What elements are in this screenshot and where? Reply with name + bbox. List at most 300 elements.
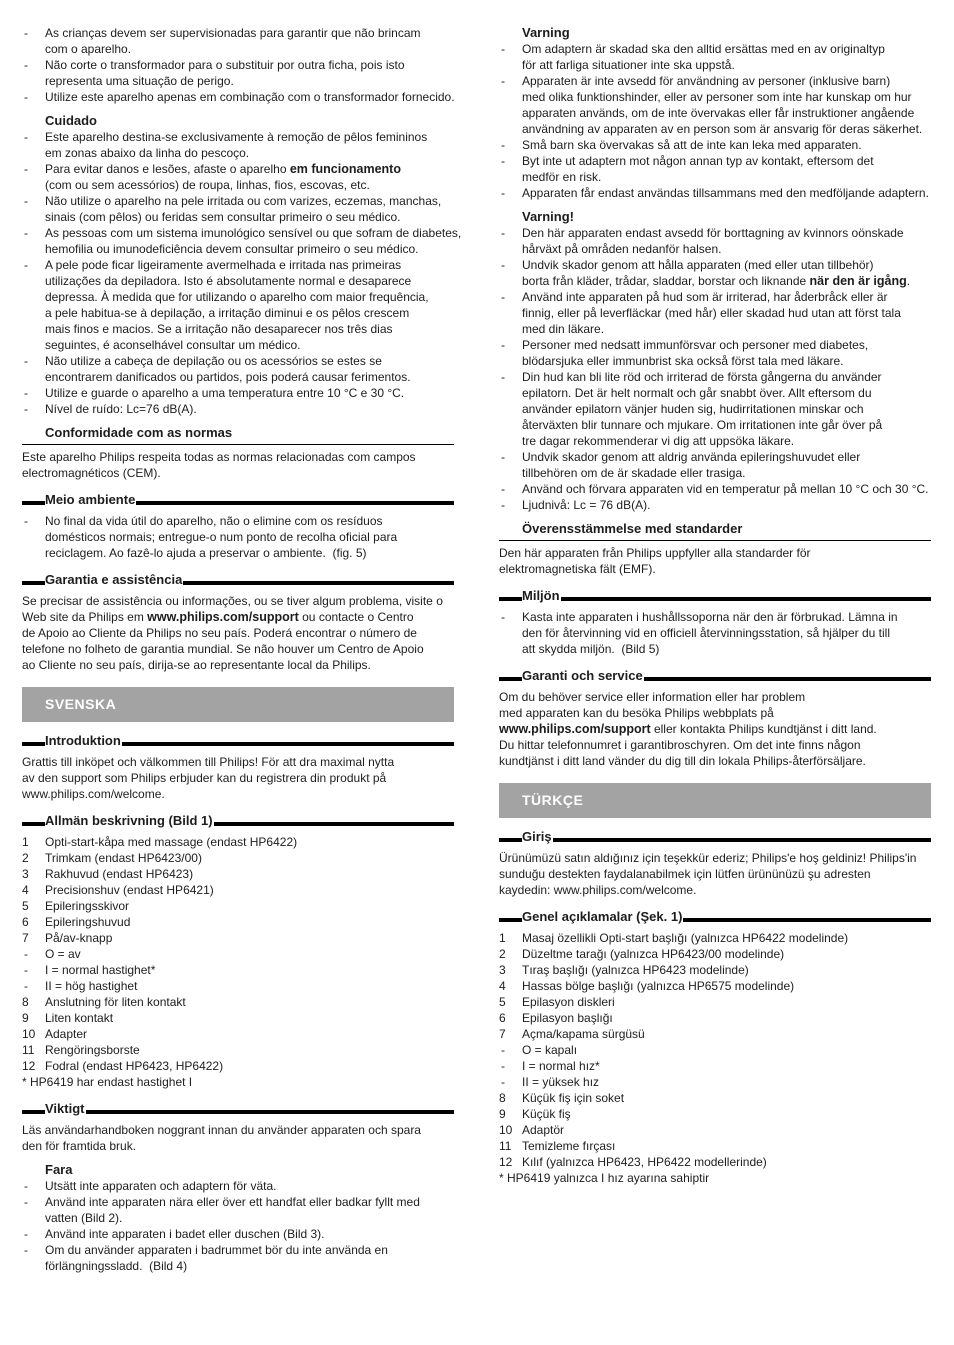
text-line: I = normal hız* (522, 1059, 600, 1073)
text-line: Små barn ska övervakas så att de inte kan leka med apparaten. (522, 138, 862, 152)
bullet-list (499, 609, 931, 657)
text-line: Não utilize o aparelho na pele irritada ou com varizes, eczemas, manchas, (45, 194, 442, 208)
list-item (22, 161, 454, 193)
list-item (22, 882, 454, 898)
list-item (22, 129, 454, 161)
list-item (499, 930, 931, 946)
text-line: med apparaten kan du besöka Philips webbplats på (499, 706, 774, 720)
list-marker: 12 (499, 1155, 513, 1169)
list-item (22, 834, 454, 850)
text-line: Om du behöver service eller information eller har problem (499, 690, 806, 704)
text-line: att skydda miljön. (Bild 5) (522, 642, 660, 656)
text-line: Adaptör (522, 1123, 565, 1137)
section-heading-text: Miljön (522, 588, 560, 603)
list-item (499, 225, 931, 257)
text-line (499, 721, 931, 737)
text-line: för att farliga situationer inte ska uppstå. (522, 58, 735, 72)
text-line: a pele habitua-se à depilação, a irritação diminui e os pêlos crescem (45, 306, 410, 320)
section-heading-text: Garantia e assistência (45, 572, 183, 587)
list-item (499, 153, 931, 185)
bullet-list (22, 1178, 454, 1274)
text-line: Använd inte apparaten på hud som är irriterad, har åderbråck eller är (522, 290, 888, 304)
text-line: Använd och förvara apparaten vid en temperatur på mellan 10 °C och 30 °C. (522, 482, 929, 496)
text-line: Den här apparaten från Philips uppfyller alla standarder för (499, 546, 811, 560)
list-marker: 9 (499, 1107, 506, 1121)
list-marker: - (501, 226, 505, 240)
list-item (22, 1042, 454, 1058)
text-line: Läs användarhandboken noggrant innan du använder apparaten och spara (22, 1123, 421, 1137)
list-marker: - (24, 1243, 28, 1257)
section-heading (22, 572, 454, 588)
list-item (499, 1106, 931, 1122)
bullet-list (22, 129, 462, 417)
bullet-list (499, 41, 931, 201)
list-item (499, 962, 931, 978)
list-marker: - (24, 194, 28, 208)
section-heading (22, 733, 454, 749)
text-line: apparaten används, om de inte övervakas eller får instruktioner angående (522, 106, 915, 120)
text-line: Liten kontakt (45, 1011, 114, 1025)
list-item (499, 1026, 931, 1042)
paragraph (22, 593, 454, 673)
list-marker: - (501, 1043, 505, 1057)
paragraph (22, 1122, 454, 1154)
text-line: Om adaptern är skadad ska den alltid ersättas med en av originaltyp (522, 42, 885, 56)
list-marker: - (24, 514, 28, 528)
list-item (499, 185, 931, 201)
text-line (45, 161, 454, 177)
list-marker: 4 (22, 883, 29, 897)
list-item (22, 994, 454, 1010)
section-heading-text: Allmän beskrivning (Bild 1) (45, 813, 213, 828)
list-marker: 10 (499, 1123, 513, 1137)
list-marker: - (24, 258, 28, 272)
section-heading-text: Giriş (522, 829, 552, 844)
section-heading-text: Viktigt (45, 1101, 85, 1116)
text-line: Kasta inte apparaten i hushållssoporna när den är förbrukad. Lämna in (522, 610, 898, 624)
text-line: sinais (com pêlos) ou feridas sem consultar primeiro o seu médico. (45, 210, 401, 224)
list-marker: 5 (499, 995, 506, 1009)
text-line: Utsätt inte apparaten och adaptern för väta. (45, 1179, 277, 1193)
list-marker: - (501, 1075, 505, 1089)
text-line: tillbehören om de är skadade eller trasiga. (522, 466, 746, 480)
paragraph (22, 754, 454, 802)
list-marker: 5 (22, 899, 29, 913)
language-banner (22, 687, 454, 722)
heading-bar-right (561, 597, 931, 601)
text-line: Hassas bölge başlığı (yalnızca HP6575 modelinde) (522, 979, 795, 993)
text-line: Personer med nedsatt immunförsvar och personer med diabetes, (522, 338, 869, 352)
list-marker: 8 (499, 1091, 506, 1105)
text-line: Se precisar de assistência ou informações, ou se tiver algum problema, visite o (22, 594, 443, 608)
list-marker: - (24, 1195, 28, 1209)
list-item (499, 41, 931, 73)
heading-bar-left (22, 501, 45, 505)
text-run: Para evitar danos e lesões, afaste o aparelho (45, 162, 290, 176)
list-marker: 7 (22, 931, 29, 945)
list-marker: - (501, 498, 505, 512)
list-item (499, 1058, 931, 1074)
text-line: reciclagem. Ao fazê-lo ajuda a preservar o ambiente. (fig. 5) (45, 546, 367, 560)
list-marker: 7 (499, 1027, 506, 1041)
text-line: elektromagnetiska fält (EMF). (499, 562, 656, 576)
text-line: de Apoio ao Cliente da Philips no seu país. Poderá encontrar o número de (22, 626, 417, 640)
heading-bar-right (86, 1110, 455, 1114)
text-line: seguintes, é aconselhável consultar um médico. (45, 338, 301, 352)
list-marker: - (24, 354, 28, 368)
text-line: Använd inte apparaten i badet eller duschen (Bild 3). (45, 1227, 325, 1241)
list-item (22, 513, 454, 561)
text-line: Este aparelho Philips respeita todas as normas relacionadas com campos (22, 450, 416, 464)
heading-bar-left (499, 677, 522, 681)
text-line: Din hud kan bli lite röd och irriterad de första gångerna du använder (522, 370, 882, 384)
section-heading (499, 829, 931, 845)
list-marker: - (24, 402, 28, 416)
text-line: Küçük fiş için soket (522, 1091, 625, 1105)
list-item (22, 962, 454, 978)
list-item (499, 1138, 931, 1154)
section-heading (499, 668, 931, 684)
bold-text: em funcionamento (289, 162, 401, 176)
language-banner-text: TÜRKÇE (522, 792, 584, 808)
text-line: As crianças devem ser supervisionadas para garantir que não brincam (45, 26, 421, 40)
text-line: med olika funktionshinder, eller av personer som inte har kunskap om hur (522, 90, 912, 104)
list-item (22, 353, 454, 385)
support-url: www.philips.com/support (147, 610, 299, 624)
text-line: Apparaten får endast användas tillsammans med den medföljande adaptern. (522, 186, 929, 200)
text-line: Anslutning för liten kontakt (45, 995, 186, 1009)
text-line: representa uma situação de perigo. (45, 74, 234, 88)
list-marker: - (501, 154, 505, 168)
text-line: användning av apparaten av en person som är ansvarig för deras säkerhet. (522, 122, 923, 136)
list-marker: - (24, 90, 28, 104)
list-marker: - (501, 610, 505, 624)
text-line: Kılıf (yalnızca HP6423, HP6422 modellerinde) (522, 1155, 767, 1169)
list-marker: 11 (499, 1139, 512, 1153)
text-line: Epilasyon başlığı (522, 1011, 613, 1025)
text-line: Este aparelho destina-se exclusivamente à remoção de pêlos femininos (45, 130, 428, 144)
text-line: Küçük fiş (522, 1107, 571, 1121)
list-item (499, 337, 931, 369)
text-line: Utilize este aparelho apenas em combinação com o transformador fornecido. (45, 90, 455, 104)
text-line: Fodral (endast HP6423, HP6422) (45, 1059, 224, 1073)
text-line: hårväxt på områden nedanför halsen. (522, 242, 722, 256)
text-line: med din läkare. (522, 322, 605, 336)
text-line: Du hittar telefonnumret i garantibroschyren. Om det inte finns någon (499, 738, 861, 752)
list-item (22, 914, 454, 930)
list-marker: - (24, 226, 28, 240)
list-item (22, 1194, 454, 1226)
list-marker: - (24, 1179, 28, 1193)
text-run: ou contacte o Centro (298, 610, 414, 624)
section-heading (22, 492, 454, 508)
list-item (22, 89, 454, 105)
list-marker: - (501, 370, 505, 384)
section-heading (22, 1101, 454, 1117)
heading-bar-right (136, 501, 454, 505)
text-line: medför en risk. (522, 170, 602, 184)
section-heading (22, 813, 454, 829)
list-item (499, 1122, 931, 1138)
subheading: Varning! (522, 209, 575, 224)
text-line: * HP6419 har endast hastighet I (22, 1075, 193, 1089)
bullet-list (499, 225, 931, 513)
text-line: vatten (Bild 2). (45, 1211, 123, 1225)
list-item (22, 401, 454, 417)
left-column (22, 25, 462, 1274)
list-marker: 1 (22, 835, 29, 849)
list-item (22, 1178, 454, 1194)
list-item (499, 137, 931, 153)
support-url: www.philips.com/support (499, 722, 651, 736)
list-marker: 12 (22, 1059, 36, 1073)
text-line: Rakhuvud (endast HP6423) (45, 867, 194, 881)
paragraph (499, 850, 931, 898)
bold-text: när den är igång (809, 274, 907, 288)
list-marker: - (501, 258, 505, 272)
list-marker: - (24, 58, 28, 72)
text-line: Grattis till inköpet och välkommen till Philips! För att dra maximal nytta (22, 755, 395, 769)
list-item (22, 866, 454, 882)
list-marker: 1 (499, 931, 506, 945)
text-line: encontrarem danificados ou partidos, pois poderá causar ferimentos. (45, 370, 411, 384)
text-line (522, 273, 931, 289)
text-line: ao Cliente no seu país, dirija-se ao representante local da Philips. (22, 658, 371, 672)
list-item (22, 257, 454, 353)
text-line: den för framtida bruk. (22, 1139, 137, 1153)
text-line: sunduğu destekten faydalanabilmek için lütfen ürününüzü şu adresten (499, 867, 871, 881)
text-line: utilizações da depiladora. Isto é absolutamente normal e desaparece (45, 274, 412, 288)
text-line: Använd inte apparaten nära eller över ett handfat eller badkar fyllt med (45, 1195, 420, 1209)
language-banner (499, 783, 931, 818)
list-marker: - (24, 1227, 28, 1241)
text-run: Web site da Philips em (22, 610, 148, 624)
text-line: II = hög hastighet (45, 979, 138, 993)
list-marker: 3 (22, 867, 29, 881)
section-heading-text: Garanti och service (522, 668, 643, 683)
list-item (22, 1226, 454, 1242)
text-line: Não utilize a cabeça de depilação ou os acessórios se estes se (45, 354, 382, 368)
text-line: Epileringsskivor (45, 899, 130, 913)
text-line: hemofilia ou imunodeficiência devem consultar primeiro o seu médico. (45, 242, 419, 256)
paragraph (499, 545, 931, 577)
list-item (22, 898, 454, 914)
text-line: A pele pode ficar ligeiramente avermelhada e irritada nas primeiras (45, 258, 402, 272)
paragraph (499, 689, 931, 769)
text-line: Undvik skador genom att hålla apparaten (med eller utan tillbehör) (522, 258, 874, 272)
text-line: electromagnéticos (CEM). (22, 466, 161, 480)
bullet-list (22, 25, 454, 105)
text-line: Utilize e guarde o aparelho a uma temperatura entre 10 °C e 30 °C. (45, 386, 405, 400)
section-heading-text: Introduktion (45, 733, 121, 748)
list-item (22, 1010, 454, 1026)
text-line: Apparaten är inte avsedd för användning av personer (inklusive barn) (522, 74, 891, 88)
heading-bar-right (553, 838, 931, 842)
text-line: www.philips.com/welcome. (22, 787, 165, 801)
text-line: återväxten blir tunnare och mjukare. Om irritationen inte går över på (522, 418, 883, 432)
list-item (22, 225, 462, 257)
text-line (22, 609, 454, 625)
list-item (22, 25, 454, 57)
list-marker: - (501, 138, 505, 152)
text-line: av den support som Philips erbjuder kan du registrera din produkt på (22, 771, 387, 785)
heading-bar-right (183, 581, 454, 585)
list-marker: 2 (22, 851, 29, 865)
list-item (499, 1074, 931, 1090)
list-marker: - (501, 290, 505, 304)
text-line: com o aparelho. (45, 42, 132, 56)
text-line: Ljudnivå: Lc = 76 dB(A). (522, 498, 651, 512)
numbered-parts-list (499, 930, 931, 1170)
text-line: (com ou sem acessórios) de roupa, linhas, fios, escovas, etc. (45, 178, 370, 192)
list-item (499, 73, 931, 137)
text-line: På/av-knapp (45, 931, 113, 945)
heading-bar-right (214, 822, 454, 826)
text-line: förlängningssladd. (Bild 4) (45, 1259, 188, 1273)
list-item (499, 369, 931, 449)
bullet-list (22, 513, 454, 561)
text-line: O = av (45, 947, 81, 961)
text-line: epilatorn. Det är helt normalt och går snabbt över. Allt eftersom du (522, 386, 872, 400)
list-marker: - (501, 450, 505, 464)
heading-bar-right (644, 677, 931, 681)
text-line: No final da vida útil do aparelho, não o elimine com os resíduos (45, 514, 383, 528)
text-line: Ürünümüzü satın aldığınız için teşekkür ederiz; Philips'e hoş geldiniz! Philips'in (499, 851, 917, 865)
text-line: Byt inte ut adaptern mot någon annan typ av kontakt, eftersom det (522, 154, 874, 168)
text-line: domésticos normais; entregue-o num ponto de recolha oficial para (45, 530, 398, 544)
list-item (22, 385, 454, 401)
list-item (499, 289, 931, 337)
text-line: Den här apparaten endast avsedd för borttagning av kvinnors oönskade (522, 226, 904, 240)
text-line: Masaj özellikli Opti-start başlığı (yalnızca HP6422 modelinde) (522, 931, 849, 945)
list-marker: - (501, 482, 505, 496)
text-line: Opti-start-kåpa med massage (endast HP6422) (45, 835, 298, 849)
list-marker: - (501, 186, 505, 200)
subheading: Varning (522, 25, 570, 40)
list-item (499, 481, 931, 497)
language-banner-text: SVENSKA (45, 696, 117, 712)
list-item (499, 994, 931, 1010)
numbered-parts-list (22, 834, 454, 1074)
list-item (499, 1010, 931, 1026)
list-item (499, 449, 931, 481)
text-line: Tıraş başlığı (yalnızca HP6423 modelinde) (522, 963, 749, 977)
list-item (499, 1090, 931, 1106)
list-marker: - (501, 74, 505, 88)
text-line: Precisionshuv (endast HP6421) (45, 883, 214, 897)
text-line: kaydedin: www.philips.com/welcome. (499, 883, 697, 897)
list-marker: 8 (22, 995, 29, 1009)
right-column (499, 25, 931, 1186)
list-marker: 3 (499, 963, 506, 977)
heading-bar-left (22, 581, 45, 585)
text-line: telefone no folheto de garantia mundial. Se não houver um Centro de Apoio (22, 642, 424, 656)
list-marker: - (501, 1059, 505, 1073)
list-marker: 10 (22, 1027, 36, 1041)
list-item (499, 497, 931, 513)
section-heading (499, 588, 931, 604)
list-item (22, 978, 454, 994)
heading-bar-left (22, 742, 45, 746)
text-line: depressa. À medida que for utilizando o aparelho com maior frequência, (45, 290, 429, 304)
heading-bar-left (499, 838, 522, 842)
text-line: använder epilatorn vänjer huden sig, hudirritationen minskar och (522, 402, 864, 416)
text-line: O = kapalı (522, 1043, 578, 1057)
list-item (22, 946, 454, 962)
text-line: Epilasyon diskleri (522, 995, 615, 1009)
text-line: finnig, eller på leverfläckar (med hår) eller skadad hud utan att först tala (522, 306, 901, 320)
text-line: * HP6419 yalnızca I hız ayarına sahiptir (499, 1171, 710, 1185)
list-item (499, 978, 931, 994)
text-line: Não corte o transformador para o substituir por outra ficha, pois isto (45, 58, 405, 72)
text-line: Adapter (45, 1027, 88, 1041)
list-marker: 6 (499, 1011, 506, 1025)
heading-bar-left (22, 1110, 45, 1114)
heading-bar-right (122, 742, 454, 746)
list-item (22, 1058, 454, 1074)
list-marker: - (24, 162, 28, 176)
text-line: II = yüksek hız (522, 1075, 600, 1089)
text-line: As pessoas com um sistema imunológico sensível ou que sofram de diabetes, (45, 226, 462, 240)
text-run: borta från kläder, trådar, sladdar, borstar och liknande (522, 274, 810, 288)
list-item (22, 930, 454, 946)
text-line: I = normal hastighet* (45, 963, 156, 977)
section-heading (499, 909, 931, 925)
list-marker: - (24, 963, 28, 977)
list-marker: - (501, 338, 505, 352)
list-item (499, 1154, 931, 1170)
text-line: den för återvinning vid en officiell återvinningsstation, så hjälper du till (522, 626, 890, 640)
list-marker: 2 (499, 947, 506, 961)
ruled-subheading: Överensstämmelse med standarder (499, 521, 931, 541)
text-line: Undvik skador genom att aldrig använda epileringshuvudet eller (522, 450, 861, 464)
text-line: kundtjänst i ditt land vänder du dig till din lokala Philips-återförsäljare. (499, 754, 866, 768)
text-line: Om du använder apparaten i badrummet bör du inte använda en (45, 1243, 388, 1257)
heading-bar-left (499, 918, 522, 922)
subheading: Cuidado (45, 113, 97, 128)
text-line: Düzeltme tarağı (yalnızca HP6423/00 modelinde) (522, 947, 785, 961)
text-line: tre dagar rekommenderar vi dig att uppsöka läkare. (522, 434, 795, 448)
heading-bar-right (683, 918, 931, 922)
list-marker: 11 (22, 1043, 35, 1057)
list-marker: - (501, 42, 505, 56)
list-marker: - (24, 386, 28, 400)
text-line: blödarsjuka eller immunbrist ska också först tala med läkare. (522, 354, 844, 368)
paragraph (22, 1074, 454, 1090)
text-line: Açma/kapama sürgüsü (522, 1027, 645, 1041)
text-run: . (906, 274, 911, 288)
list-marker: - (24, 947, 28, 961)
text-line: Nível de ruído: Lc=76 dB(A). (45, 402, 197, 416)
list-marker: 6 (22, 915, 29, 929)
list-item (22, 1242, 454, 1274)
text-run: eller kontakta Philips kundtjänst i ditt land. (650, 722, 877, 736)
list-item (22, 57, 454, 89)
list-marker: 9 (22, 1011, 29, 1025)
list-item (499, 946, 931, 962)
list-item (499, 257, 931, 289)
list-item (22, 1026, 454, 1042)
list-marker: 4 (499, 979, 506, 993)
heading-bar-left (499, 597, 522, 601)
list-item (499, 609, 931, 657)
section-heading-text: Meio ambiente (45, 492, 136, 507)
subheading: Fara (45, 1162, 73, 1177)
list-item (499, 1042, 931, 1058)
text-line: Trimkam (endast HP6423/00) (45, 851, 202, 865)
text-line: mais finos e macios. Se a irritação não desaparecer nos três dias (45, 322, 393, 336)
text-line: Temizleme fırçası (522, 1139, 616, 1153)
